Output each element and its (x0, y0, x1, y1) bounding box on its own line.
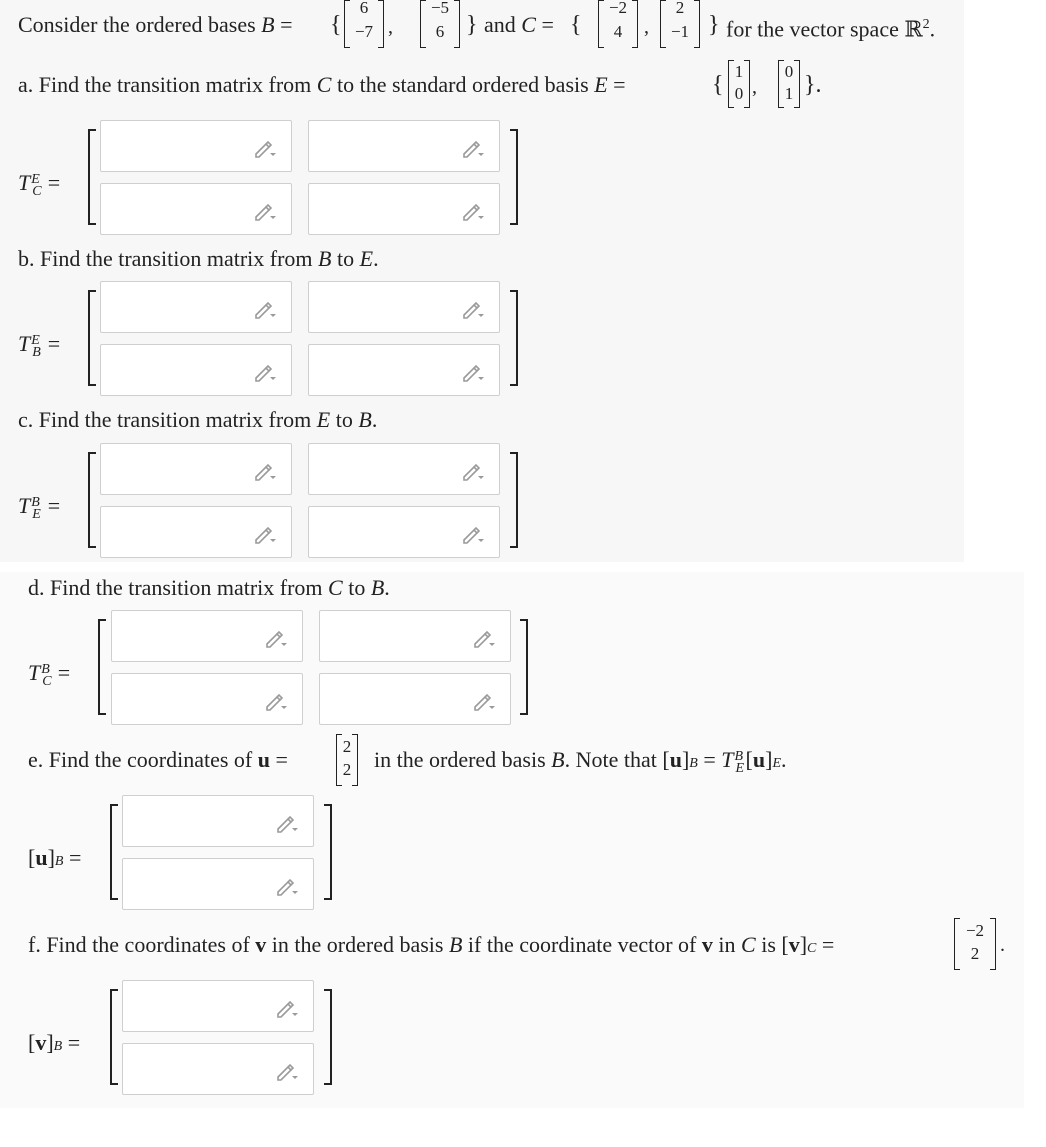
answer-input-c-22[interactable] (308, 506, 500, 558)
answer-input-b-11[interactable] (100, 281, 292, 333)
answer-input-c-11[interactable] (100, 443, 292, 495)
label-T-C-to-E: T E C = (18, 170, 61, 199)
pencil-icon (253, 202, 277, 222)
label-T-B-to-E: T E B = (18, 331, 61, 360)
brace-open: { (330, 12, 342, 38)
vector-u: 2 2 (336, 734, 358, 786)
pencil-icon (253, 462, 277, 482)
basis-E-vector-2: 0 1 (778, 60, 800, 108)
pencil-icon (461, 525, 485, 545)
label-T-C-to-B: T B C = (28, 660, 71, 689)
part-e-text: e. Find the coordinates of u = (28, 747, 288, 772)
basis-B-vector-2: −5 6 (420, 0, 460, 48)
answer-input-b-22[interactable] (308, 344, 500, 396)
intro-tail: for the vector space ℝ$^2$. (726, 16, 936, 42)
pencil-icon (461, 462, 485, 482)
answer-input-f-1[interactable] (122, 980, 314, 1032)
answer-input-d-11[interactable] (111, 610, 303, 662)
pencil-icon (253, 525, 277, 545)
intro-and: and C = (484, 12, 554, 37)
pencil-icon (472, 629, 496, 649)
part-f-text: f. Find the coordinates of v in the ordered basis B if the coordinate vector of v in C is [v]C = (28, 932, 835, 957)
pencil-icon (253, 139, 277, 159)
answer-input-a-21[interactable] (100, 183, 292, 235)
answer-input-b-12[interactable] (308, 281, 500, 333)
label-u-B: [u]B = (28, 845, 82, 870)
intro-text: Consider the ordered bases B = (18, 12, 293, 37)
part-a-text: a. Find the transition matrix from C to the standard ordered basis E = (18, 72, 626, 97)
answer-input-d-21[interactable] (111, 673, 303, 725)
pencil-icon (253, 300, 277, 320)
pencil-icon (264, 629, 288, 649)
answer-input-d-12[interactable] (319, 610, 511, 662)
answer-input-c-12[interactable] (308, 443, 500, 495)
part-c-text: c. Find the transition matrix from E to B. (18, 407, 378, 432)
answer-input-c-21[interactable] (100, 506, 292, 558)
basis-C-vector-1: −2 4 (598, 0, 638, 48)
answer-input-a-11[interactable] (100, 120, 292, 172)
label-T-E-to-B: T B E = (18, 493, 61, 522)
answer-input-d-22[interactable] (319, 673, 511, 725)
pencil-icon (275, 877, 299, 897)
part-d-text: d. Find the transition matrix from C to B. (28, 575, 390, 600)
basis-E-vector-1: 1 0 (728, 60, 750, 108)
label-v-B: [v]B = (28, 1030, 81, 1055)
answer-input-a-22[interactable] (308, 183, 500, 235)
answer-input-e-1[interactable] (122, 795, 314, 847)
pencil-icon (461, 363, 485, 383)
part-b-text: b. Find the transition matrix from B to E. (18, 246, 379, 271)
answer-input-a-12[interactable] (308, 120, 500, 172)
part-e-text-2: in the ordered basis B. Note that [u]B = T B E [u]E. (374, 747, 787, 776)
pencil-icon (461, 300, 485, 320)
pencil-icon (253, 363, 277, 383)
pencil-icon (472, 692, 496, 712)
answer-input-b-21[interactable] (100, 344, 292, 396)
pencil-icon (461, 202, 485, 222)
vector-v-C: −2 2 (954, 918, 996, 970)
basis-B-vector-1: 6 −7 (344, 0, 384, 48)
pencil-icon (275, 999, 299, 1019)
pencil-icon (275, 814, 299, 834)
basis-C-vector-2: 2 −1 (660, 0, 700, 48)
pencil-icon (264, 692, 288, 712)
pencil-icon (461, 139, 485, 159)
pencil-icon (275, 1062, 299, 1082)
answer-input-e-2[interactable] (122, 858, 314, 910)
answer-input-f-2[interactable] (122, 1043, 314, 1095)
